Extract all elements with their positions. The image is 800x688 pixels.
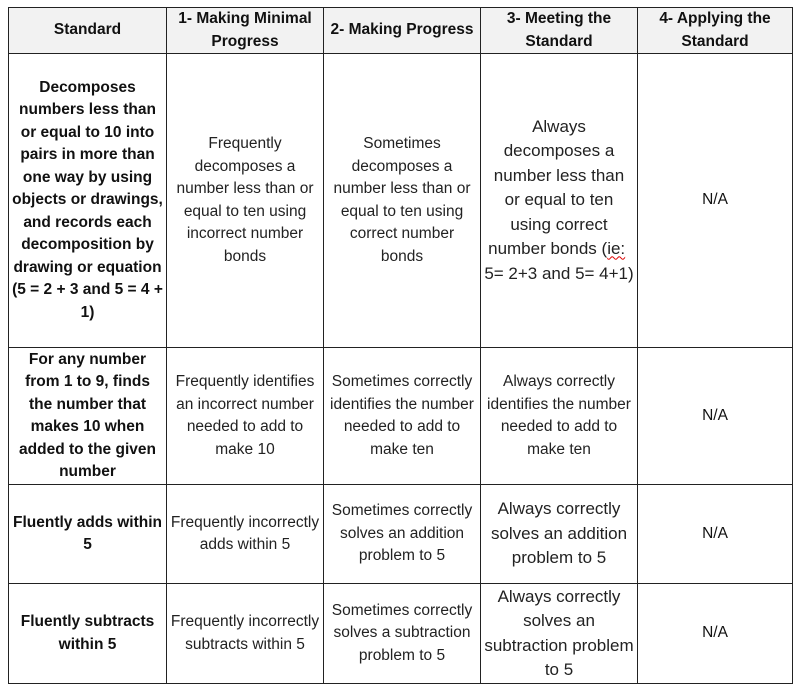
row-1-level-1: Frequently decomposes a number less than or equal to ten using incorrect number bonds — [167, 54, 324, 348]
header-level-4: 4- Applying the Standard — [638, 8, 793, 54]
row-1-level-3-example: 5= 2+3 and 5= 4+1) — [484, 263, 634, 283]
header-standard: Standard — [9, 8, 167, 54]
row-1-level-3-main: Always decomposes a number less than or equal to ten using correct number bonds — [488, 116, 625, 259]
table-row — [9, 54, 793, 348]
row-2-level-4: N/A — [638, 348, 793, 485]
row-4-level-1: Frequently incorrectly subtracts within 5 — [167, 584, 324, 684]
table-row — [9, 485, 793, 584]
row-3-level-1: Frequently incorrectly adds within 5 — [167, 485, 324, 584]
row-1-standard: Decomposes numbers less than or equal to 10 into pairs in more than one way by using objects or drawings, and records each decomposition by drawing or equation (5 = 2 + 3 and 5 = 4 + 1) — [9, 54, 167, 348]
row-2-level-1: Frequently identifies an incorrect number needed to add to make 10 — [167, 348, 324, 485]
header-level-3: 3- Meeting the Standard — [481, 8, 638, 54]
row-3-level-4: N/A — [638, 485, 793, 584]
row-4-level-4: N/A — [638, 584, 793, 684]
row-3-level-3: Always correctly solves an addition problem to 5 — [481, 485, 638, 584]
row-3-standard: Fluently adds within 5 — [9, 485, 167, 584]
table-row — [9, 584, 793, 684]
row-1-level-4: N/A — [638, 54, 793, 348]
table-row — [9, 348, 793, 485]
row-4-level-2: Sometimes correctly solves a subtraction problem to 5 — [324, 584, 481, 684]
row-2-level-2: Sometimes correctly identifies the number needed to add to make ten — [324, 348, 481, 485]
row-2-standard: For any number from 1 to 9, finds the number that makes 10 when added to the given number — [9, 348, 167, 485]
row-1-level-3: Always decomposes a number less than or equal to ten using correct number bonds (ie: 5= 2+3 and 5= 4+1) — [481, 54, 638, 348]
row-4-standard: Fluently subtracts within 5 — [9, 584, 167, 684]
row-2-level-3: Always correctly identifies the number needed to add to make ten — [481, 348, 638, 485]
header-level-2: 2- Making Progress — [324, 8, 481, 54]
header-level-1: 1- Making Minimal Progress — [167, 8, 324, 54]
rubric-table — [8, 7, 793, 684]
header-row — [9, 8, 793, 54]
row-1-level-2: Sometimes decomposes a number less than or equal to ten using correct number bonds — [324, 54, 481, 348]
row-3-level-2: Sometimes correctly solves an addition problem to 5 — [324, 485, 481, 584]
row-1-level-3-ie: ie: — [607, 239, 626, 259]
row-4-level-3: Always correctly solves an subtraction problem to 5 — [481, 584, 638, 684]
